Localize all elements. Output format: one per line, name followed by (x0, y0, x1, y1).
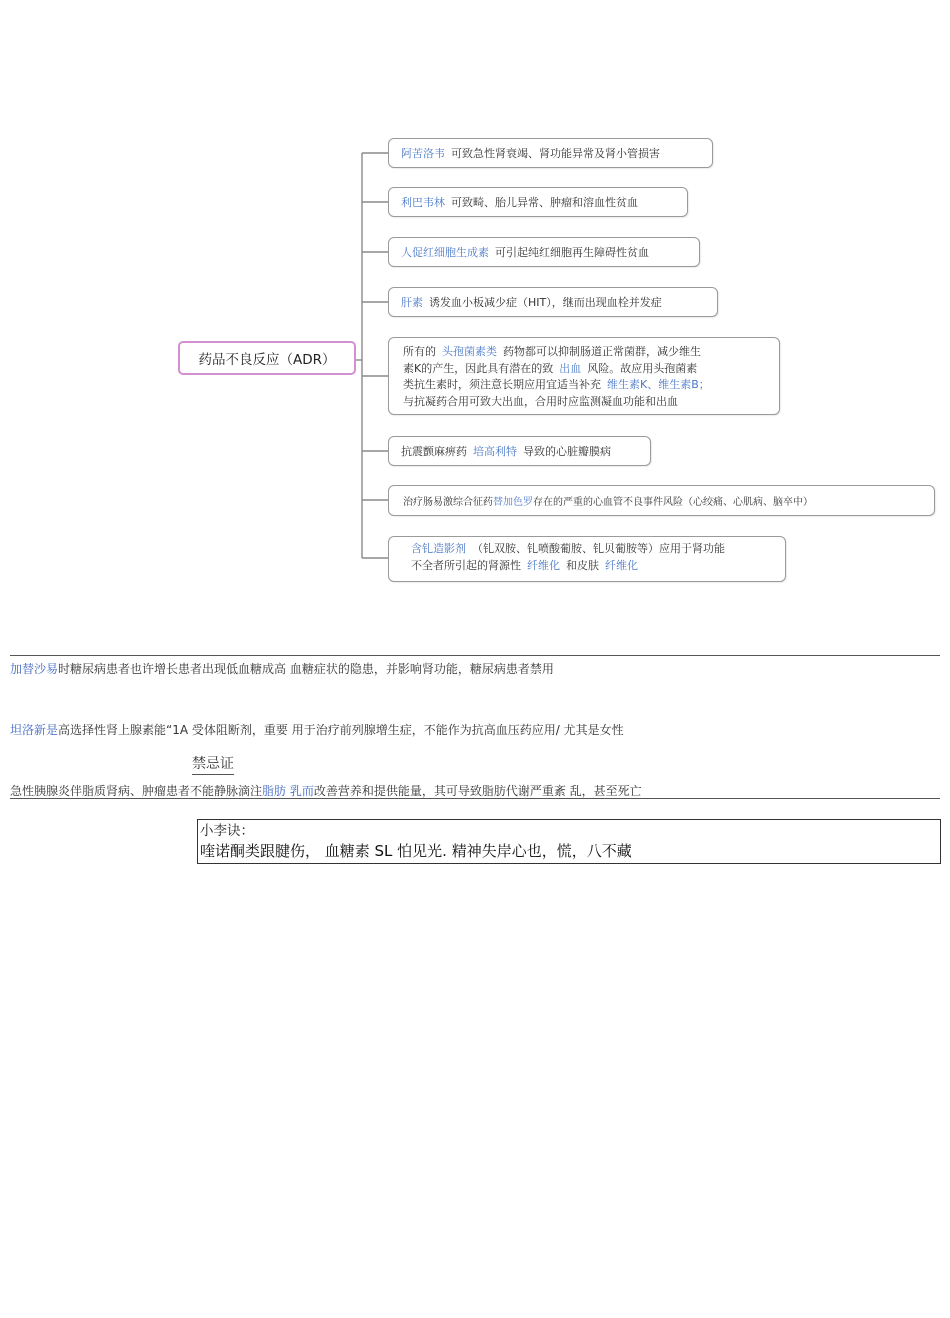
drug-name: 脂肪 乳而 (262, 784, 314, 798)
drug-name: 人促红细胞生成素 (401, 246, 489, 259)
adr-text: 导致的心脏瓣膜病 (523, 445, 611, 458)
mnemonic-box (197, 819, 941, 864)
adr-node-gadolinium (388, 536, 786, 582)
keyword: 维生素K、维生素B； (607, 378, 710, 391)
note-text: 改善营养和提供能量，其可导致脂肪代谢严重紊 乱，甚至死亡 (313, 784, 642, 798)
drug-name: 利巴韦林 (401, 196, 445, 209)
adr-node-heparin (388, 287, 718, 317)
node-line-4 (403, 394, 765, 411)
contraindications-heading: 禁忌证 (192, 753, 234, 775)
note-tamsulosin (10, 721, 624, 738)
divider-bottom (10, 798, 940, 799)
drug-class: 含钆造影剂 (411, 542, 466, 555)
keyword: 纤维化 (605, 558, 638, 572)
text-seg: （钆双胺、钆喷酸葡胺、钆贝葡胺等）应用于肾功能 (472, 542, 725, 555)
node-line-1 (411, 541, 763, 558)
adr-node-cephalosporins (388, 337, 780, 415)
adr-node-tegaserod (388, 485, 935, 516)
drug-name: 加替沙易 (10, 662, 59, 676)
note-text: 高选择性肾上腺素能“1A 受体阻断剂，重要 用于治疗前列腺增生症，不能作为抗高血压药应用/ 尤其是女性 (58, 723, 624, 737)
root-label: 药品不良反应（ADR） (198, 352, 336, 368)
text-seg: 药物都可以抑制肠道正常菌群，减少维生 (503, 345, 701, 358)
text-seg: 不全者所引起的肾源性 (411, 558, 521, 572)
divider-top (10, 655, 940, 656)
adr-node-epo (388, 237, 700, 267)
drug-name: 肝素 (401, 296, 423, 309)
mindmap-root (178, 341, 356, 375)
note-fat-emulsion (10, 782, 642, 799)
adr-node-pergolide (388, 436, 651, 466)
note-text: 时糖尿病患者也许增长患者出现低血糖成高 血糖症状的隐患，并影响肾功能，糖尿病患者禁用 (58, 662, 554, 676)
adr-text: 可致畸、胎儿异常、肿瘤和溶血性贫血 (451, 196, 638, 209)
drug-class: 治疗肠易激综合征药 (403, 497, 493, 508)
adr-text: 诱发血小板减少症（HIT），继而出现血栓并发症 (429, 296, 662, 309)
mnemonic-title: 小李诀： (200, 823, 254, 839)
node-line-2 (411, 558, 763, 575)
keyword: 出血 (559, 361, 582, 375)
node-line-1 (403, 344, 765, 361)
note-gatifloxacin (10, 660, 554, 677)
drug-class: 头孢菌素类 (442, 345, 497, 358)
adr-node-acyclovir (388, 138, 713, 168)
note-text: 急性胰腺炎伴脂质肾病、肿瘤患者不能静脉滴注 (10, 784, 263, 798)
adr-text: 可致急性肾衰竭、肾功能异常及肾小管损害 (451, 147, 660, 160)
text-seg: 类抗生素时，须注意长期应用宜适当补充 (403, 378, 601, 391)
text-seg: 与抗凝药合用可致大出血，合用时应监测凝血功能和出血 (403, 394, 678, 408)
drug-class: 抗震颤麻痹药 (401, 445, 467, 458)
adr-text: 存在的严重的心血管不良事件风险（心绞痛、心肌病、脑卒中） (533, 497, 813, 508)
drug-name: 阿苦洛韦 (401, 147, 445, 160)
drug-name: 坦洛新是 (10, 723, 59, 737)
mnemonic-text: 喹诺酮类跟腱伤， 血糖素 SL 怕见光. 精神失岸心也，慌，八不藏 (200, 842, 632, 860)
drug-name: 培高利特 (473, 445, 517, 458)
drug-name: 替加色罗 (493, 497, 533, 508)
text-seg: 素K的产生，因此具有潜在的致 (403, 361, 554, 375)
node-line-3 (403, 377, 765, 394)
adr-text: 可引起纯红细胞再生障碍性贫血 (495, 246, 649, 259)
node-line-2 (403, 361, 765, 378)
keyword: 纤维化 (527, 558, 560, 572)
adr-node-ribavirin (388, 187, 688, 217)
text-seg: 和皮肤 (566, 558, 599, 572)
text-seg: 风险。故应用头孢菌素 (587, 361, 698, 375)
text-seg: 所有的 (403, 345, 436, 358)
adr-mindmap (0, 0, 950, 600)
